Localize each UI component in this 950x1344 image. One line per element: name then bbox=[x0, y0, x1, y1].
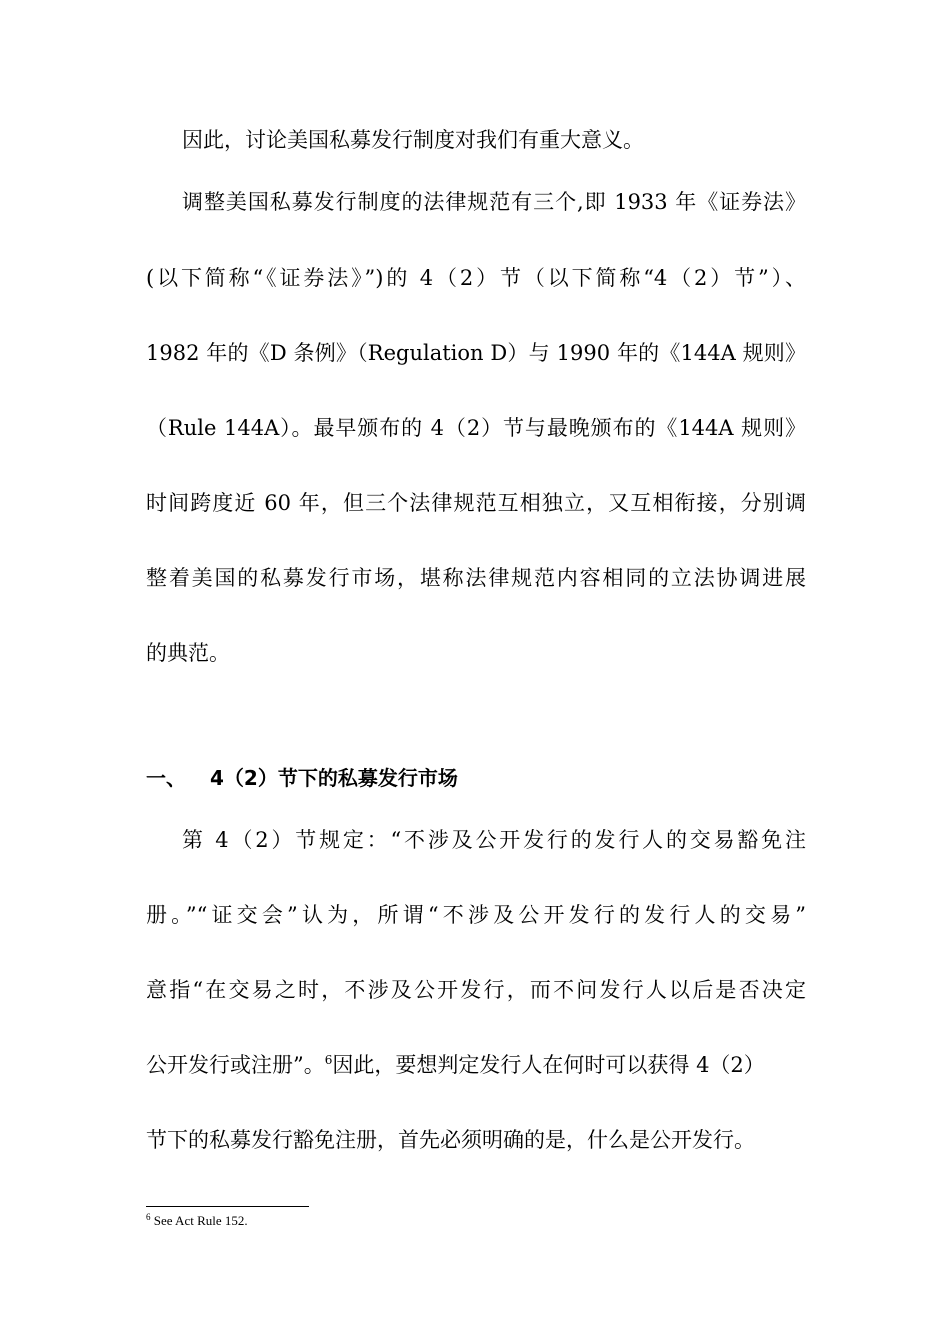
paragraph-2-line-4: （Rule 144A）。最早颁布的 4（2）节与最晚颁布的《144A 规则》 bbox=[146, 416, 806, 440]
paragraph-2-line-1: 调整美国私募发行制度的法律规范有三个,即 1933 年《证券法》 bbox=[182, 190, 806, 214]
section-heading bbox=[146, 763, 458, 793]
footnote-reference[interactable]: 6 bbox=[324, 1053, 333, 1067]
paragraph-2-line-2: (以下简称“《证券法》”)的 4（2）节（以下简称“4（2）节”）、 bbox=[146, 266, 806, 290]
paragraph-2-line-5: 时间跨度近 60 年，但三个法律规范互相独立，又互相衔接，分别调 bbox=[146, 491, 806, 515]
paragraph-3-line-3: 意指“在交易之时，不涉及公开发行，而不问发行人以后是否决定 bbox=[146, 978, 806, 1002]
section-title: 4（2）节下的私募发行市场 bbox=[210, 766, 458, 790]
footnote-separator bbox=[146, 1206, 309, 1207]
paragraph-3-line-4-rest: 因此，要想判定发行人在何时可以获得 4（2） bbox=[332, 1053, 765, 1077]
paragraph-3-line-4-text: 公开发行或注册”。 bbox=[146, 1053, 325, 1077]
paragraph-3-line-5: 节下的私募发行豁免注册，首先必须明确的是，什么是公开发行。 bbox=[146, 1128, 755, 1152]
paragraph-3-line-2: 册。”“证交会”认为，所谓“不涉及公开发行的发行人的交易” bbox=[146, 903, 806, 927]
paragraph-2-line-3: 1982 年的《D 条例》（Regulation D）与 1990 年的《144A 规则》 bbox=[146, 341, 806, 365]
paragraph-3-line-4-start bbox=[146, 1050, 765, 1080]
footnote-marker: 6 bbox=[146, 1212, 151, 1222]
paragraph-1-line-1: 因此，讨论美国私募发行制度对我们有重大意义。 bbox=[182, 128, 644, 152]
paragraph-2-line-6: 整着美国的私募发行市场，堪称法律规范内容相同的立法协调进展 bbox=[146, 566, 806, 590]
section-number: 一、 bbox=[146, 766, 186, 790]
paragraph-3-line-4 bbox=[146, 1050, 806, 1080]
footnote-text: See Act Rule 152. bbox=[150, 1213, 248, 1228]
paragraph-2-line-7: 的典范。 bbox=[146, 641, 230, 665]
paragraph-3-line-1: 第 4（2）节规定：“不涉及公开发行的发行人的交易豁免注 bbox=[182, 828, 806, 852]
footnote bbox=[146, 1212, 248, 1230]
